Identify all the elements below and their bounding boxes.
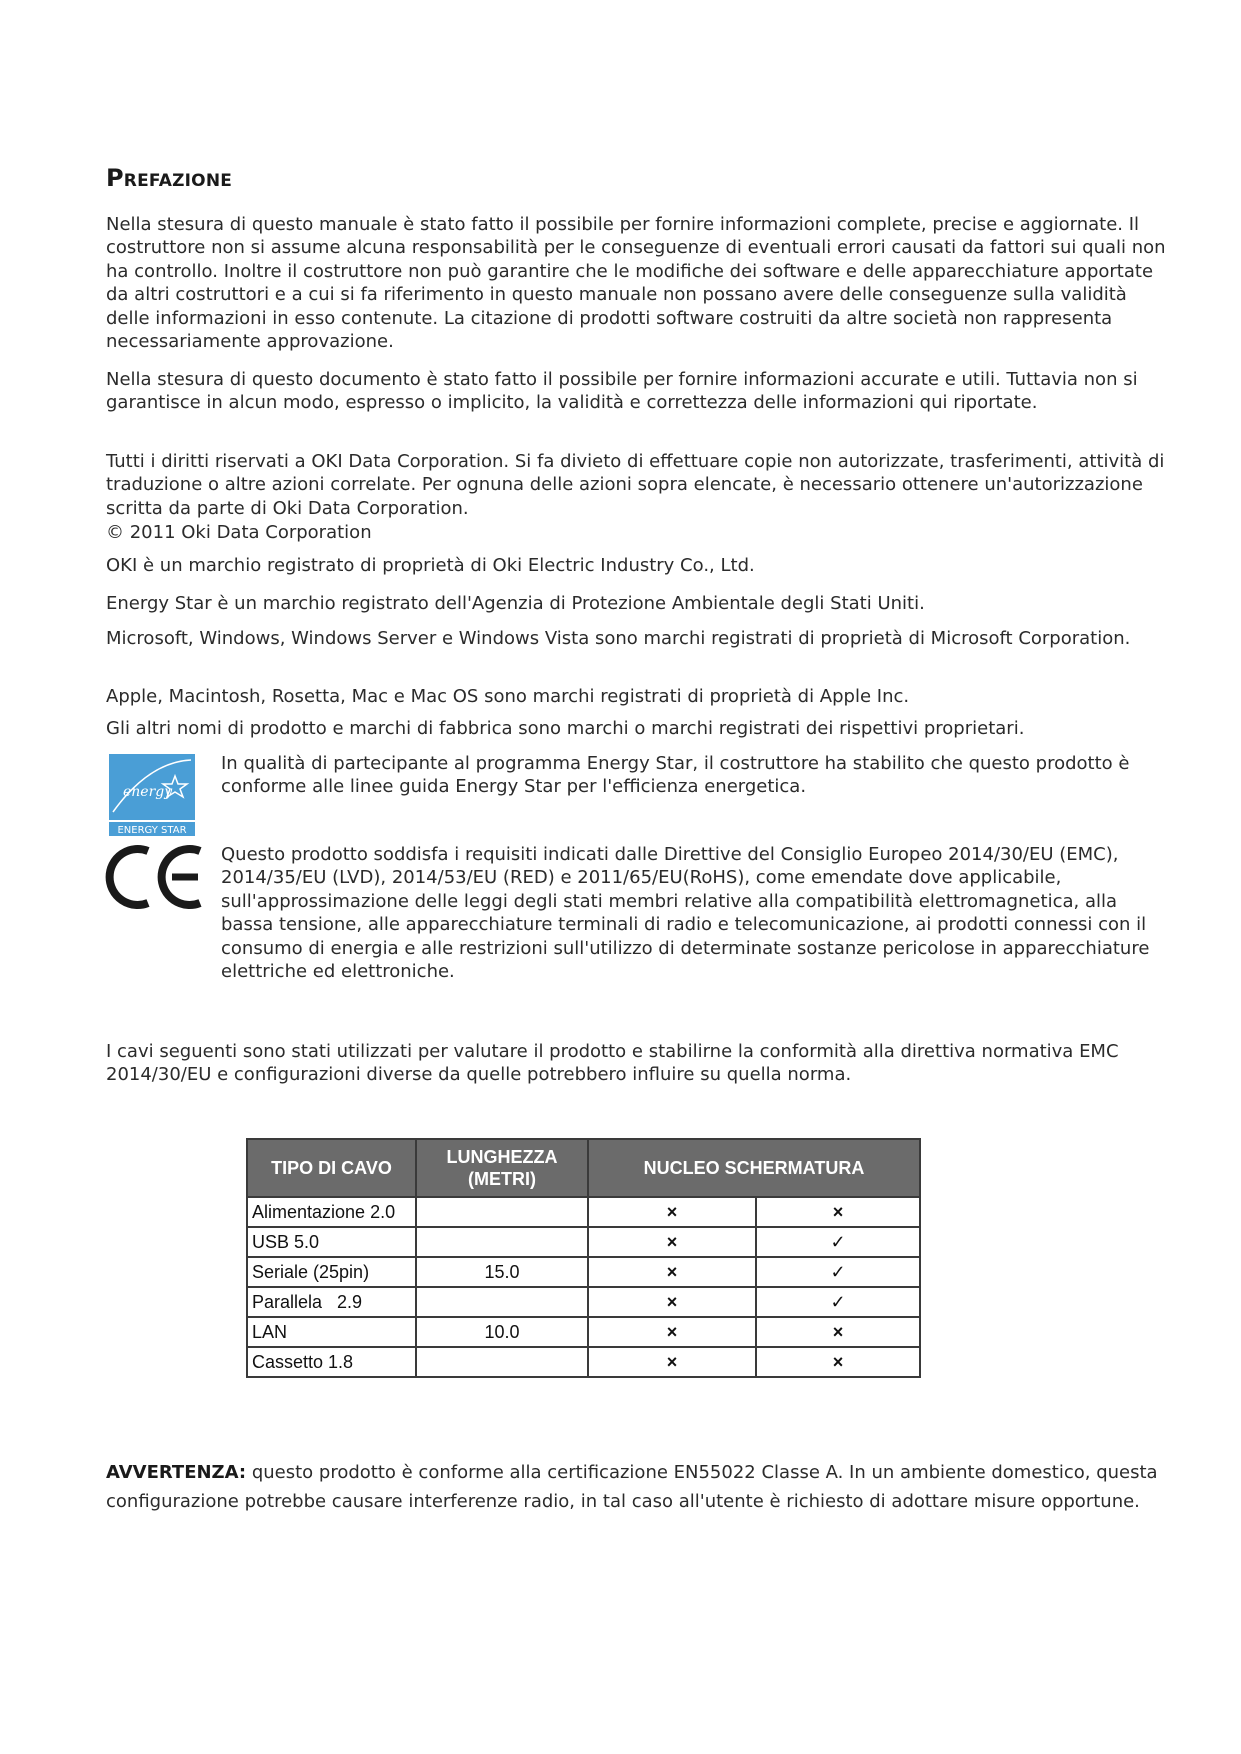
cell-core: × [588, 1197, 756, 1227]
cell-shield: × [756, 1347, 920, 1377]
cell-core: × [588, 1227, 756, 1257]
cell-length: 10.0 [416, 1317, 588, 1347]
cell-length [416, 1197, 588, 1227]
cell-core: × [588, 1317, 756, 1347]
cell-cable-type: Cassetto 1.8 [247, 1347, 416, 1377]
cell-core: × [588, 1257, 756, 1287]
warning-paragraph [106, 1458, 1166, 1516]
table-row [247, 1287, 920, 1317]
cell-length [416, 1347, 588, 1377]
disclaimer-paragraph: Nella stesura di questo manuale è stato fatto il possibile per fornire informazioni complete, precise e aggiornate. Il costruttore non si assume alcuna responsabilità per le conseguenze di eventuali errori causati da fattori sui quali non ha controllo. Inoltre il costruttore non può garantire che le modifiche dei software e delle apparecchiature apportate da altri costruttori e a cui si fa riferimento in questo manuale non possano avere delle conseguenze sulla validità delle informazioni in esso contenute. La citazione di prodotti software costruiti da altre società non rappresenta necessariamente approvazione. [106, 214, 1166, 353]
energy-star-trademark: Energy Star è un marchio registrato dell'Agenzia di Protezione Ambientale degli Stati Uniti. [106, 593, 925, 614]
ce-mark-icon [104, 843, 204, 911]
table-row [247, 1227, 920, 1257]
warning-text: questo prodotto è conforme alla certificazione EN55022 Classe A. In un ambiente domestico, questa configurazione potrebbe causare interferenze radio, in tal caso all'utente è richiesto di adottare misure opportune. [106, 1462, 1158, 1512]
cell-cable-type: LAN [247, 1317, 416, 1347]
copyright-line: © 2011 Oki Data Corporation [106, 522, 372, 543]
energy-star-logo [109, 754, 195, 836]
microsoft-trademark: Microsoft, Windows, Windows Server e Windows Vista sono marchi registrati di proprietà di Microsoft Corporation. [106, 628, 1131, 649]
header-core-shield: NUCLEO SCHERMATURA [588, 1139, 920, 1197]
ce-compliance-text: Questo prodotto soddisfa i requisiti indicati dalle Direttive del Consiglio Europeo 2014/30/EU (EMC), 2014/35/EU (LVD), 2014/53/EU (RED) e 2011/65/EU(RoHS), come emendate dove applicabile, sull'approssimazione delle leggi degli stati membri relative alla compatibilità elettromagnetica, alla bassa tensione, alle apparecchiature terminali di radio e telecomunicazione, ai prodotti connessi con il consumo di energia e alle restrizioni sull'utilizzo di determinate sostanze pericolose in apparecchiature elettriche ed elettroniche. [221, 844, 1150, 983]
header-cable-type: TIPO DI CAVO [247, 1139, 416, 1197]
cell-length [416, 1287, 588, 1317]
cell-cable-type: Alimentazione 2.0 [247, 1197, 416, 1227]
cell-shield: ✓ [756, 1287, 920, 1317]
table-row [247, 1347, 920, 1377]
cell-core: × [588, 1347, 756, 1377]
table-row [247, 1257, 920, 1287]
energy-program-text: In qualità di partecipante al programma Energy Star, il costruttore ha stabilito che questo prodotto è conforme alle linee guida Energy Star per l'efficienza energetica. [221, 753, 1130, 798]
accuracy-paragraph: Nella stesura di questo documento è stato fatto il possibile per fornire informazioni accurate e utili. Tuttavia non si garantisce in alcun modo, espresso o implicito, la validità e correttezza delle informazioni qui riportate. [106, 369, 1138, 414]
cell-shield: ✓ [756, 1227, 920, 1257]
energy-script-text: energy [123, 784, 173, 800]
table-row [247, 1197, 920, 1227]
cell-shield: × [756, 1317, 920, 1347]
cables-intro: I cavi seguenti sono stati utilizzati per valutare il prodotto e stabilirne la conformità alla direttiva normativa EMC 2014/30/EU e configurazioni diverse da quelle potrebbero influire su quella norma. [106, 1041, 1119, 1086]
oki-trademark: OKI è un marchio registrato di proprietà di Oki Electric Industry Co., Ltd. [106, 555, 755, 576]
energy-star-label: ENERGY STAR [117, 825, 187, 836]
cell-shield: × [756, 1197, 920, 1227]
cell-core: × [588, 1287, 756, 1317]
header-length: LUNGHEZZA (METRI) [416, 1139, 588, 1197]
cell-cable-type: USB 5.0 [247, 1227, 416, 1257]
cables-table [246, 1138, 921, 1378]
warning-label: AVVERTENZA: [106, 1462, 247, 1483]
cell-shield: ✓ [756, 1257, 920, 1287]
cell-length [416, 1227, 588, 1257]
page-title: Prefazione [106, 164, 233, 192]
table-row [247, 1317, 920, 1347]
rights-paragraph: Tutti i diritti riservati a OKI Data Corporation. Si fa divieto di effettuare copie non autorizzate, trasferimenti, attività di traduzione o altre azioni correlate. Per ognuna delle azioni sopra elencate, è necessario ottenere un'autorizzazione scritta da parte di Oki Data Corporation. [106, 451, 1165, 519]
cell-length: 15.0 [416, 1257, 588, 1287]
table-header-row [247, 1139, 920, 1197]
apple-trademark: Apple, Macintosh, Rosetta, Mac e Mac OS sono marchi registrati di proprietà di Apple Inc. [106, 686, 910, 707]
other-trademarks: Gli altri nomi di prodotto e marchi di fabbrica sono marchi o marchi registrati dei rispettivi proprietari. [106, 718, 1025, 739]
cell-cable-type: Parallela 2.9 [247, 1287, 416, 1317]
cell-cable-type: Seriale (25pin) [247, 1257, 416, 1287]
